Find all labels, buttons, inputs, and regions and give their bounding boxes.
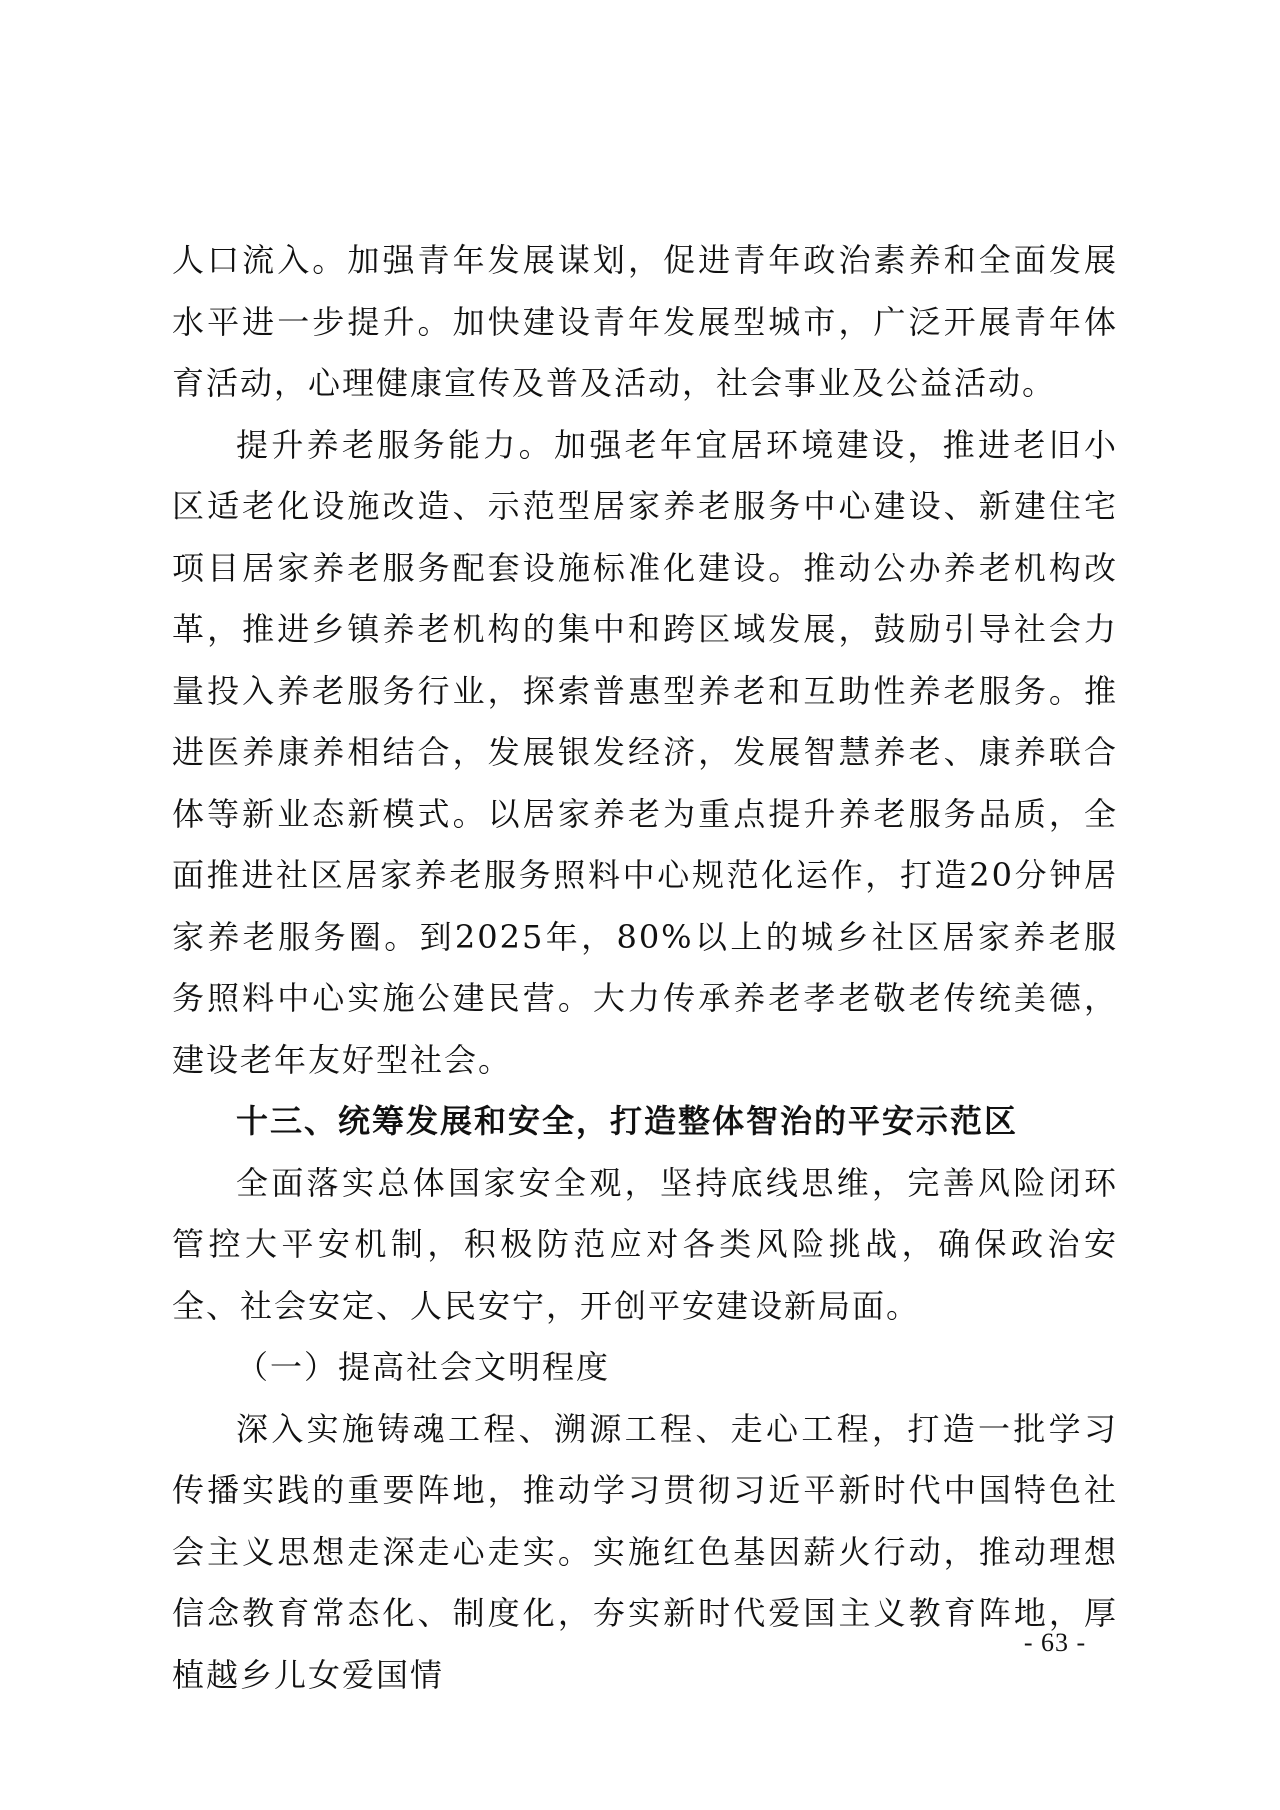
paragraph-elderly-care: 提升养老服务能力。加强老年宜居环境建设，推进老旧小区适老化设施改造、示范型居家养老服务中心建设、新建住宅项目居家养老服务配套设施标准化建设。推动公办养老机构改革，推进乡镇养老机构的集中和跨区域发展，鼓励引导社会力量投入养老服务行业，探索普惠型养老和互助性养老服务。推进医养康养相结合，发展银发经济，发展智慧养老、康养联合体等新业态新模式。以居家养老为重点提升养老服务品质，全面推进社区居家养老服务照料中心规范化运作，打造20分钟居家养老服务圈。到2025年，80%以上的城乡社区居家养老服务照料中心实施公建民营。大力传承养老孝老敬老传统美德，建设老年友好型社会。 — [172, 425, 1118, 1079]
subsection-heading-1: （一）提高社会文明程度 — [236, 1348, 611, 1386]
section-heading-13: 十三、统筹发展和安全，打造整体智治的平安示范区 — [236, 1102, 1019, 1140]
page-number: - 63 - — [1023, 1628, 1087, 1657]
paragraph-youth-development: 人口流入。加强青年发展谋划，促进青年政治素养和全面发展水平进一步提升。加快建设青年发展型城市，广泛开展青年体育活动，心理健康宣传及普及活动，社会事业及公益活动。 — [172, 241, 1118, 402]
paragraph-social-civilization: 深入实施铸魂工程、溯源工程、走心工程，打造一批学习传播实践的重要阵地，推动学习贯彻习近平新时代中国特色社会主义思想走深走心走实。实施红色基因薪火行动，推动理想信念教育常态化、制度化，夯实新时代爱国主义教育阵地，厚植越乡儿女爱国情 — [172, 1409, 1118, 1694]
document-body — [172, 230, 1118, 1706]
paragraph-security-overview: 全面落实总体国家安全观，坚持底线思维，完善风险闭环管控大平安机制，积极防范应对各类风险挑战，确保政治安全、社会安定、人民安宁，开创平安建设新局面。 — [172, 1163, 1118, 1325]
